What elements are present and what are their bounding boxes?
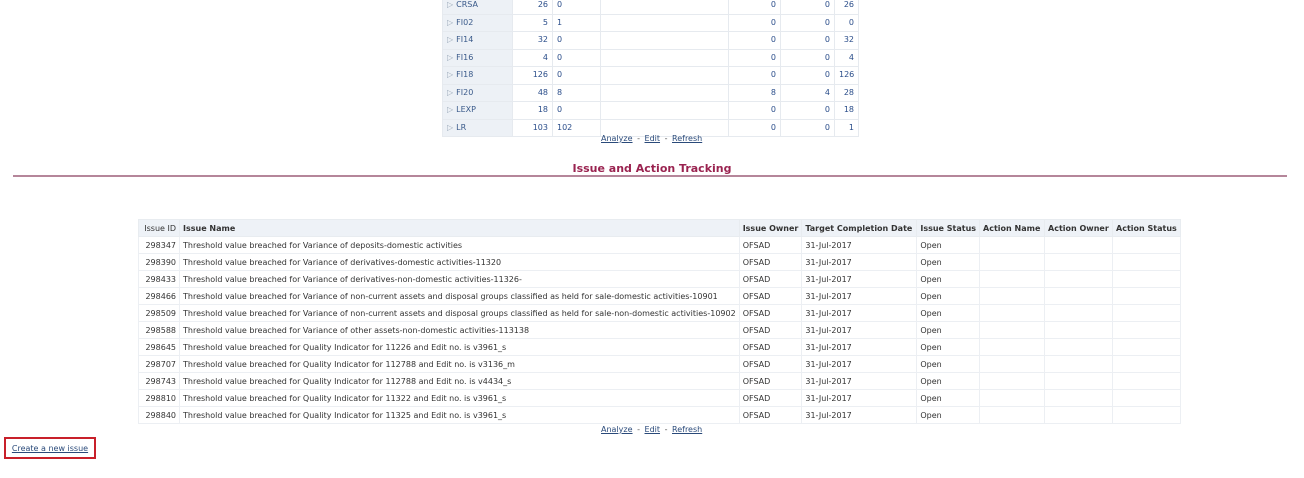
summary-cell: 48 xyxy=(513,84,553,102)
summary-cell: 0 xyxy=(729,119,781,137)
action-name-cell xyxy=(980,356,1045,373)
action-owner-cell xyxy=(1045,390,1113,407)
summary-cell: 0 xyxy=(781,49,835,67)
summary-cell: 0 xyxy=(553,67,601,85)
summary-cell: 0 xyxy=(835,14,859,32)
edit-link[interactable]: Edit xyxy=(644,425,661,434)
issue-row[interactable] xyxy=(139,322,1181,339)
summary-row xyxy=(443,0,859,14)
summary-cell: 0 xyxy=(729,67,781,85)
link-separator: - xyxy=(664,425,668,434)
action-owner-cell xyxy=(1045,322,1113,339)
target-date-cell: 31-Jul-2017 xyxy=(802,339,917,356)
target-date-cell: 31-Jul-2017 xyxy=(802,288,917,305)
target-date-cell: 31-Jul-2017 xyxy=(802,373,917,390)
issue-row[interactable] xyxy=(139,237,1181,254)
issue-id-cell: 298840 xyxy=(139,407,180,424)
issue-id-cell: 298707 xyxy=(139,356,180,373)
summary-cell: 32 xyxy=(513,32,553,50)
action-owner-cell xyxy=(1045,254,1113,271)
action-name-cell xyxy=(980,288,1045,305)
summary-cell: 0 xyxy=(781,0,835,14)
create-issue-highlight xyxy=(4,437,96,459)
summary-cell: 0 xyxy=(781,119,835,137)
issue-status-cell: Open xyxy=(917,322,980,339)
issue-owner-cell: OFSAD xyxy=(739,237,802,254)
expand-chevron-icon[interactable]: ▷ xyxy=(447,87,454,97)
summary-cell xyxy=(601,0,729,14)
issue-status-cell: Open xyxy=(917,390,980,407)
target-date-cell: 31-Jul-2017 xyxy=(802,271,917,288)
summary-row-header[interactable] xyxy=(443,32,513,50)
summary-cell: 5 xyxy=(513,14,553,32)
issue-status-cell: Open xyxy=(917,339,980,356)
issue-name-cell: Threshold value breached for Variance of other assets-non-domestic activities-113138 xyxy=(180,322,740,339)
summary-row xyxy=(443,32,859,50)
target-date-cell: 31-Jul-2017 xyxy=(802,305,917,322)
issue-name-cell: Threshold value breached for Variance of derivatives-non-domestic activities-11326- xyxy=(180,271,740,288)
action-owner-cell xyxy=(1045,407,1113,424)
expand-chevron-icon[interactable]: ▷ xyxy=(447,105,454,115)
summary-row xyxy=(443,14,859,32)
summary-row-label: LEXP xyxy=(456,105,476,115)
action-status-cell xyxy=(1113,339,1181,356)
target-date-cell: 31-Jul-2017 xyxy=(802,322,917,339)
issue-name-cell: Threshold value breached for Variance of derivatives-domestic activities-11320 xyxy=(180,254,740,271)
issue-row[interactable] xyxy=(139,254,1181,271)
link-separator: - xyxy=(637,134,640,143)
issue-id-cell: 298509 xyxy=(139,305,180,322)
issue-id-cell: 298645 xyxy=(139,339,180,356)
issue-row[interactable] xyxy=(139,288,1181,305)
issue-owner-cell: OFSAD xyxy=(739,271,802,288)
summary-cell: 4 xyxy=(513,49,553,67)
issue-owner-cell: OFSAD xyxy=(739,322,802,339)
analyze-link[interactable]: Analyze xyxy=(601,134,633,143)
action-status-cell xyxy=(1113,322,1181,339)
issue-id-cell: 298347 xyxy=(139,237,180,254)
summary-row-label: FI14 xyxy=(456,35,474,45)
create-new-issue-link[interactable]: Create a new issue xyxy=(11,443,89,453)
analyze-link[interactable]: Analyze xyxy=(601,425,633,434)
summary-row-header[interactable] xyxy=(443,49,513,67)
issue-owner-cell: OFSAD xyxy=(739,254,802,271)
summary-cell: 126 xyxy=(513,67,553,85)
summary-cell: 0 xyxy=(781,32,835,50)
summary-cell xyxy=(601,67,729,85)
summary-cell: 0 xyxy=(729,0,781,14)
issue-owner-cell: OFSAD xyxy=(739,373,802,390)
action-name-cell xyxy=(980,373,1045,390)
issue-row[interactable] xyxy=(139,356,1181,373)
summary-row-header[interactable] xyxy=(443,119,513,137)
summary-row xyxy=(443,49,859,67)
column-header-issue-name[interactable]: Issue Name xyxy=(180,220,740,237)
issue-row[interactable] xyxy=(139,339,1181,356)
summary-row-header[interactable] xyxy=(443,102,513,120)
issue-status-cell: Open xyxy=(917,305,980,322)
target-date-cell: 31-Jul-2017 xyxy=(802,407,917,424)
link-separator: - xyxy=(664,134,668,143)
action-status-cell xyxy=(1113,271,1181,288)
summary-row-header[interactable] xyxy=(443,0,513,14)
summary-row-label: FI02 xyxy=(456,17,474,27)
refresh-link[interactable]: Refresh xyxy=(672,425,703,434)
issues-table-header xyxy=(139,220,1181,237)
edit-link[interactable]: Edit xyxy=(644,134,661,143)
summary-cell xyxy=(601,49,729,67)
summary-row xyxy=(443,67,859,85)
issue-name-cell: Threshold value breached for Variance of non-current assets and disposal groups classified as held for sale-non-domestic activities-10902 xyxy=(180,305,740,322)
column-header-issue-status[interactable]: Issue Status xyxy=(917,220,980,237)
summary-row-label: LR xyxy=(456,122,467,132)
issue-name-cell: Threshold value breached for Quality Indicator for 11325 and Edit no. is v3961_s xyxy=(180,407,740,424)
summary-cell: 4 xyxy=(781,84,835,102)
summary-cell: 0 xyxy=(781,102,835,120)
summary-cell: 126 xyxy=(835,67,859,85)
issue-status-cell: Open xyxy=(917,254,980,271)
summary-row-header[interactable] xyxy=(443,67,513,85)
issue-name-cell: Threshold value breached for Quality Indicator for 11322 and Edit no. is v3961_s xyxy=(180,390,740,407)
expand-chevron-icon[interactable]: ▷ xyxy=(447,35,454,45)
summary-pivot-table xyxy=(442,0,859,137)
action-owner-cell xyxy=(1045,288,1113,305)
action-status-cell xyxy=(1113,390,1181,407)
summary-row-header[interactable] xyxy=(443,14,513,32)
summary-cell: 102 xyxy=(553,119,601,137)
column-header-issue-id[interactable]: Issue ID xyxy=(139,220,180,237)
summary-row xyxy=(443,84,859,102)
column-header-action-status[interactable]: Action Status xyxy=(1113,220,1181,237)
summary-cell: 0 xyxy=(781,67,835,85)
summary-cell: 0 xyxy=(553,102,601,120)
summary-cell: 0 xyxy=(729,49,781,67)
target-date-cell: 31-Jul-2017 xyxy=(802,390,917,407)
action-name-cell xyxy=(980,390,1045,407)
summary-cell: 18 xyxy=(835,102,859,120)
column-header-action-owner[interactable]: Action Owner xyxy=(1045,220,1113,237)
section-title: Issue and Action Tracking xyxy=(572,162,732,175)
issue-name-cell: Threshold value breached for Variance of deposits-domestic activities xyxy=(180,237,740,254)
summary-cell xyxy=(601,14,729,32)
summary-cell: 28 xyxy=(835,84,859,102)
expand-chevron-icon[interactable]: ▷ xyxy=(447,0,454,10)
summary-cell: 32 xyxy=(835,32,859,50)
summary-cell: 4 xyxy=(835,49,859,67)
summary-cell: 103 xyxy=(513,119,553,137)
issue-owner-cell: OFSAD xyxy=(739,305,802,322)
issues-table-links xyxy=(601,425,702,434)
issue-status-cell: Open xyxy=(917,288,980,305)
action-name-cell xyxy=(980,322,1045,339)
summary-cell: 0 xyxy=(781,14,835,32)
issue-id-cell: 298588 xyxy=(139,322,180,339)
issue-owner-cell: OFSAD xyxy=(739,407,802,424)
issue-id-cell: 298810 xyxy=(139,390,180,407)
issue-owner-cell: OFSAD xyxy=(739,288,802,305)
action-owner-cell xyxy=(1045,305,1113,322)
summary-cell: 8 xyxy=(729,84,781,102)
target-date-cell: 31-Jul-2017 xyxy=(802,254,917,271)
action-status-cell xyxy=(1113,305,1181,322)
target-date-cell: 31-Jul-2017 xyxy=(802,356,917,373)
issue-name-cell: Threshold value breached for Quality Indicator for 112788 and Edit no. is v3136_m xyxy=(180,356,740,373)
expand-chevron-icon[interactable]: ▷ xyxy=(447,70,454,80)
action-owner-cell xyxy=(1045,356,1113,373)
issue-name-cell: Threshold value breached for Variance of non-current assets and disposal groups classified as held for sale-domestic activities-10901 xyxy=(180,288,740,305)
issue-status-cell: Open xyxy=(917,407,980,424)
action-name-cell xyxy=(980,254,1045,271)
summary-row-label: FI16 xyxy=(456,52,474,62)
expand-chevron-icon[interactable]: ▷ xyxy=(447,122,454,132)
action-name-cell xyxy=(980,407,1045,424)
issue-owner-cell: OFSAD xyxy=(739,339,802,356)
refresh-link[interactable]: Refresh xyxy=(672,134,703,143)
column-header-action-name[interactable]: Action Name xyxy=(980,220,1045,237)
summary-cell: 1 xyxy=(835,119,859,137)
action-owner-cell xyxy=(1045,237,1113,254)
summary-cell: 0 xyxy=(553,49,601,67)
target-date-cell: 31-Jul-2017 xyxy=(802,237,917,254)
section-divider xyxy=(13,175,1287,177)
summary-cell xyxy=(601,32,729,50)
summary-cell: 26 xyxy=(835,0,859,14)
summary-row-label: CRSA xyxy=(456,0,478,10)
action-status-cell xyxy=(1113,407,1181,424)
issue-status-cell: Open xyxy=(917,271,980,288)
action-status-cell xyxy=(1113,254,1181,271)
summary-cell: 1 xyxy=(553,14,601,32)
expand-chevron-icon[interactable]: ▷ xyxy=(447,52,454,62)
issue-status-cell: Open xyxy=(917,356,980,373)
issue-row[interactable] xyxy=(139,373,1181,390)
issue-owner-cell: OFSAD xyxy=(739,356,802,373)
action-name-cell xyxy=(980,237,1045,254)
summary-cell: 0 xyxy=(553,32,601,50)
summary-cell: 0 xyxy=(729,14,781,32)
summary-cell: 18 xyxy=(513,102,553,120)
issue-row[interactable] xyxy=(139,305,1181,322)
column-header-target-completion-date[interactable]: Target Completion Date xyxy=(802,220,917,237)
summary-row xyxy=(443,102,859,120)
summary-cell: 0 xyxy=(553,0,601,14)
summary-cell xyxy=(601,102,729,120)
link-separator: - xyxy=(637,425,640,434)
action-status-cell xyxy=(1113,288,1181,305)
summary-cell: 8 xyxy=(553,84,601,102)
issue-status-cell: Open xyxy=(917,237,980,254)
expand-chevron-icon[interactable]: ▷ xyxy=(447,17,454,27)
summary-cell: 0 xyxy=(729,102,781,120)
action-name-cell xyxy=(980,271,1045,288)
summary-row-label: FI18 xyxy=(456,70,474,80)
action-status-cell xyxy=(1113,237,1181,254)
summary-row-header[interactable] xyxy=(443,84,513,102)
summary-cell xyxy=(601,84,729,102)
summary-table-links xyxy=(601,134,702,143)
issues-table xyxy=(138,219,1181,424)
issue-owner-cell: OFSAD xyxy=(739,390,802,407)
action-name-cell xyxy=(980,339,1045,356)
summary-cell: 0 xyxy=(729,32,781,50)
action-owner-cell xyxy=(1045,271,1113,288)
issue-name-cell: Threshold value breached for Quality Indicator for 112788 and Edit no. is v4434_s xyxy=(180,373,740,390)
summary-row-label: FI20 xyxy=(456,87,474,97)
issue-name-cell: Threshold value breached for Quality Indicator for 11226 and Edit no. is v3961_s xyxy=(180,339,740,356)
issue-row[interactable] xyxy=(139,271,1181,288)
action-name-cell xyxy=(980,305,1045,322)
issue-id-cell: 298743 xyxy=(139,373,180,390)
issue-id-cell: 298390 xyxy=(139,254,180,271)
issue-status-cell: Open xyxy=(917,373,980,390)
action-owner-cell xyxy=(1045,373,1113,390)
issue-row[interactable] xyxy=(139,390,1181,407)
action-owner-cell xyxy=(1045,339,1113,356)
action-status-cell xyxy=(1113,356,1181,373)
issue-id-cell: 298433 xyxy=(139,271,180,288)
action-status-cell xyxy=(1113,373,1181,390)
summary-cell: 26 xyxy=(513,0,553,14)
issue-row[interactable] xyxy=(139,407,1181,424)
column-header-issue-owner[interactable]: Issue Owner xyxy=(739,220,802,237)
issue-id-cell: 298466 xyxy=(139,288,180,305)
